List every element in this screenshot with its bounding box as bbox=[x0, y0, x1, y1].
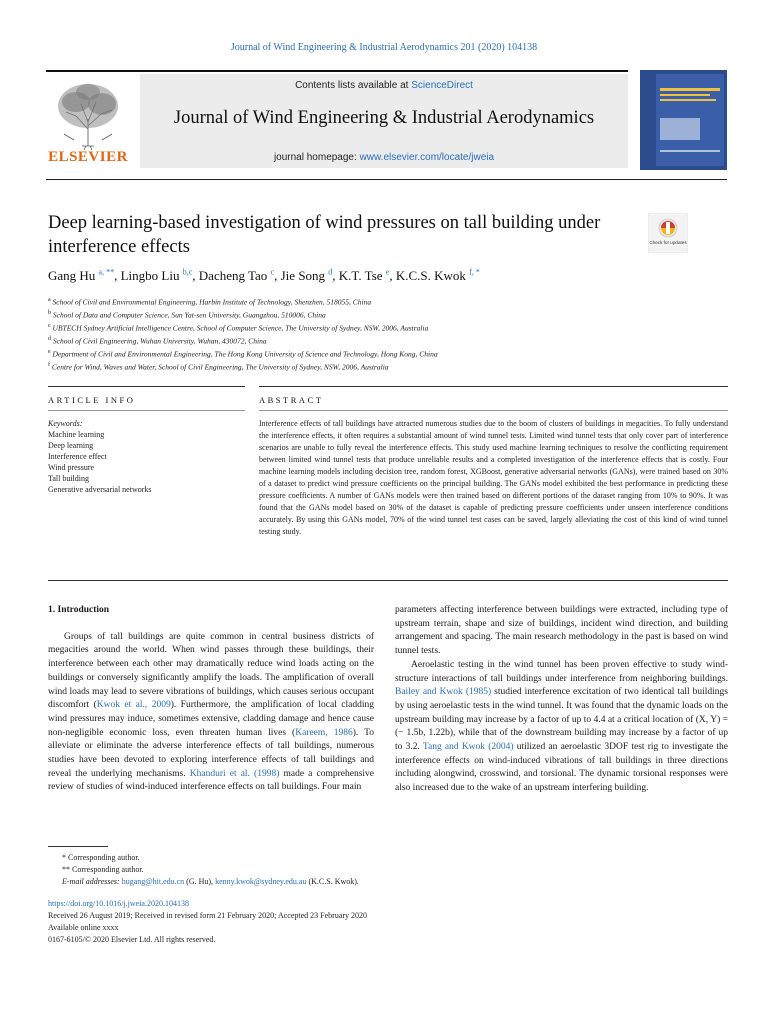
keyword-item[interactable]: Tall building bbox=[48, 474, 89, 483]
author-item[interactable]: K.T. Tse $^e$, bbox=[338, 268, 396, 284]
intro-paragraph-1: Groups of tall buildings are quite common in central business districts of megacities around the world. When wind passes through these buildings, their interference between each other may dramatically reduce wind loads acting on the buildings or conversely significantly amplify the loads. The amplification of overall wind loads may lead to severe vibrations of buildings, which causes serious occupant discomfort (Kwok et al., 2009). Furthermore, the amplification of local cladding wind pressures may induce, sometimes extensive, cladding damage and hence cause non-negligible economic loss, even threaten human lives (Kareem, 1986). To alleviate or eliminate the adverse interference effects of tall buildings, numerous studies have been devoted to exploring interference effects of tall buildings and reveal the underlying mechanisms. Khanduri et al. (1998) made a comprehensive review of studies of wind-induced interference effects on tall buildings. Four main bbox=[48, 631, 375, 793]
publication-info bbox=[48, 898, 728, 946]
received-dates: Received 26 August 2019; Received in revised form 21 February 2020; Accepted 23 February 2020 bbox=[48, 911, 368, 920]
header-top-rule bbox=[46, 70, 628, 72]
keywords-block bbox=[48, 418, 245, 495]
footnote-rule bbox=[48, 846, 108, 847]
citation-link[interactable]: Tang and Kwok (2004) bbox=[422, 742, 514, 753]
sciencedirect-link[interactable]: ScienceDirect bbox=[411, 80, 473, 91]
email-link[interactable]: kenny.kwok@sydney.edu.au bbox=[215, 877, 307, 886]
keyword-item[interactable]: Deep learning bbox=[48, 441, 94, 450]
intro-paragraph-2: Aeroelastic testing in the wind tunnel has been proven effective to study wind-structure interactions of tall buildings under interference from neighboring buildings. Bailey and Kwok (1985) studied interference excitation of two identical tall buildings by using aeroelastic tests in the wind tunnel. It was found that the dynamic loads on the upstream building may increase by a factor of up to 4.4 at a critical location of (X, Y) = (− 1.5b, 1.22b), while that of the downstream building may increase by a factor of up to 3.2. Tang and Kwok (2004) utilized an aeroelastic 3DOF test rig to investigate the interference effects on wind-induced vibrations of tall buildings in three directions including alongwind, crosswind, and torsional. The dynamic torsional responses were also increased due to the wake of an upstream interfering building. bbox=[395, 659, 729, 794]
doi-link[interactable]: https://doi.org/10.1016/j.jweia.2020.104138 bbox=[48, 899, 189, 908]
article-info-heading: ARTICLE INFO bbox=[48, 395, 136, 405]
article-info-top-rule bbox=[48, 386, 245, 387]
citation-link[interactable]: Kwok et al., 2009 bbox=[96, 700, 171, 711]
abstract-bottom-rule bbox=[48, 580, 728, 581]
abstract-top-rule bbox=[259, 386, 728, 387]
author-item[interactable]: Lingbo Liu $^{b,c}$, bbox=[120, 268, 199, 284]
affiliation-item: $^d$ School of Civil Engineering, Wuhan University, Wuhan, 430072, China bbox=[48, 335, 267, 346]
affiliation-list bbox=[48, 295, 728, 372]
corresponding-author-note: ** Corresponding author. bbox=[62, 865, 144, 874]
intro-paragraph-continued: parameters affecting interference between buildings were extracted, including type of upstream terrain, shape and size of buildings, incident wind direction, and building arrangement and spacing. The main research methodology in the past is based on wind tunnel tests. bbox=[395, 605, 728, 657]
header-bottom-rule bbox=[46, 179, 727, 180]
author-item[interactable]: Jie Song $^d$, bbox=[280, 268, 339, 284]
journal-citation-link[interactable]: Journal of Wind Engineering & Industrial Aerodynamics 201 (2020) 104138 bbox=[230, 42, 538, 53]
copyright-line: 0167-6105/© 2020 Elsevier Ltd. All rights reserved. bbox=[48, 935, 216, 944]
affiliation-item: $^e$ Department of Civil and Environmental Engineering, The Hong Kong University of Science and Technology, Hong Kong, China bbox=[48, 348, 438, 359]
author-list bbox=[48, 268, 728, 284]
section-heading-introduction: 1. Introduction bbox=[48, 605, 110, 615]
citation-link[interactable]: Khanduri et al. (1998) bbox=[189, 768, 280, 779]
body-column-left bbox=[48, 604, 374, 795]
affiliation-item: $^a$ School of Civil and Environmental Engineering, Harbin Institute of Technology, Shenzhen, 518055, China bbox=[48, 297, 372, 307]
journal-homepage-link[interactable]: www.elsevier.com/locate/jweia bbox=[359, 152, 495, 163]
author-item[interactable]: Dacheng Tao $^c$, bbox=[198, 268, 281, 284]
journal-cover-thumbnail[interactable] bbox=[640, 70, 727, 170]
citation-link[interactable]: Kareem, 1986 bbox=[295, 727, 353, 738]
citation-link[interactable]: Bailey and Kwok (1985) bbox=[395, 687, 492, 698]
journal-homepage-line bbox=[140, 152, 628, 163]
email-link[interactable]: hugang@hit.edu.cn bbox=[121, 877, 185, 886]
check-for-updates-badge[interactable] bbox=[648, 213, 688, 253]
keyword-item[interactable]: Wind pressure bbox=[48, 463, 95, 472]
homepage-prefix: journal homepage: bbox=[273, 152, 360, 163]
affiliation-item: $^c$ UBTECH Sydney Artificial Intelligence Centre, School of Computer Science, The University of Sydney, NSW, 2006, Australia bbox=[48, 322, 429, 333]
article-title: Deep learning-based investigation of wind pressures on tall building under interference effects bbox=[48, 213, 601, 257]
elsevier-wordmark: ELSEVIER bbox=[48, 149, 128, 165]
affiliation-item: $^f$ Centre for Wind, Waves and Water, School of Civil Engineering, The University of Sydney, NSW, 2006, Australia bbox=[48, 361, 389, 372]
keyword-item[interactable]: Interference effect bbox=[48, 452, 107, 461]
crossmark-label: Check for updates bbox=[649, 240, 687, 245]
author-item[interactable]: Gang Hu $^{a, **}$, bbox=[48, 268, 121, 284]
corresponding-author-note: * Corresponding author. bbox=[62, 853, 140, 862]
abstract-sub-rule bbox=[259, 410, 728, 411]
abstract-text: Interference effects of tall buildings have attracted numerous studies due to the boom of clusters of buildings in megacities. To fully understand the interference effects, it often requires a substantial amount of wind tunnel tests. Limited wind tunnel tests that only cover part of interference scenarios are unable to fully reveal the interference effects. This study used machine learning techniques to resolve the conflicting requirement between limited wind tunnel tests that produce unreliable results and a completed investigation of the interference effects that is costly. Four machine learning models including decision tree, random forest, XGBoost, generative adversarial networks (GANs), were trained based on 30% of a dataset to predict wind pressure coefficients on the principal building. The GANs model exhibited the best performance in predicting these pressure coefficients. A number of GANs models were then trained based on different portions of the dataset ranging from 10% to 90%. It was found that the GANs model based on 30% of the dataset is capable of predicting pressure coefficients under unseen interference conditions accurately. By using this GANs model, 70% of the wind tunnel test cases can be saved, largely alleviating the cost of this kind of wind tunnel testing study. bbox=[259, 419, 728, 536]
body-column-right bbox=[395, 604, 728, 796]
available-online: Available online xxxx bbox=[48, 923, 119, 932]
author-item[interactable]: K.C.S. Kwok $^{f, *}$ bbox=[395, 268, 480, 284]
contents-prefix: Contents lists available at bbox=[295, 80, 412, 91]
email-addresses: E-mail addresses: hugang@hit.edu.cn (G. Hu), kenny.kwok@sydney.edu.au (K.C.S. Kwok). bbox=[62, 877, 359, 886]
contents-lists-line bbox=[140, 80, 628, 91]
keyword-item[interactable]: Machine learning bbox=[48, 430, 105, 439]
journal-title: Journal of Wind Engineering & Industrial Aerodynamics bbox=[173, 108, 595, 128]
keywords-label: Keywords: bbox=[48, 419, 83, 428]
footnotes bbox=[48, 852, 728, 888]
affiliation-item: $^b$ School of Data and Computer Science, Sun Yat-sen University, Guangzhou, 510006, China bbox=[48, 309, 326, 320]
keyword-item[interactable]: Generative adversarial networks bbox=[48, 485, 152, 494]
article-info-sub-rule bbox=[48, 410, 245, 411]
abstract-heading: ABSTRACT bbox=[259, 395, 324, 405]
